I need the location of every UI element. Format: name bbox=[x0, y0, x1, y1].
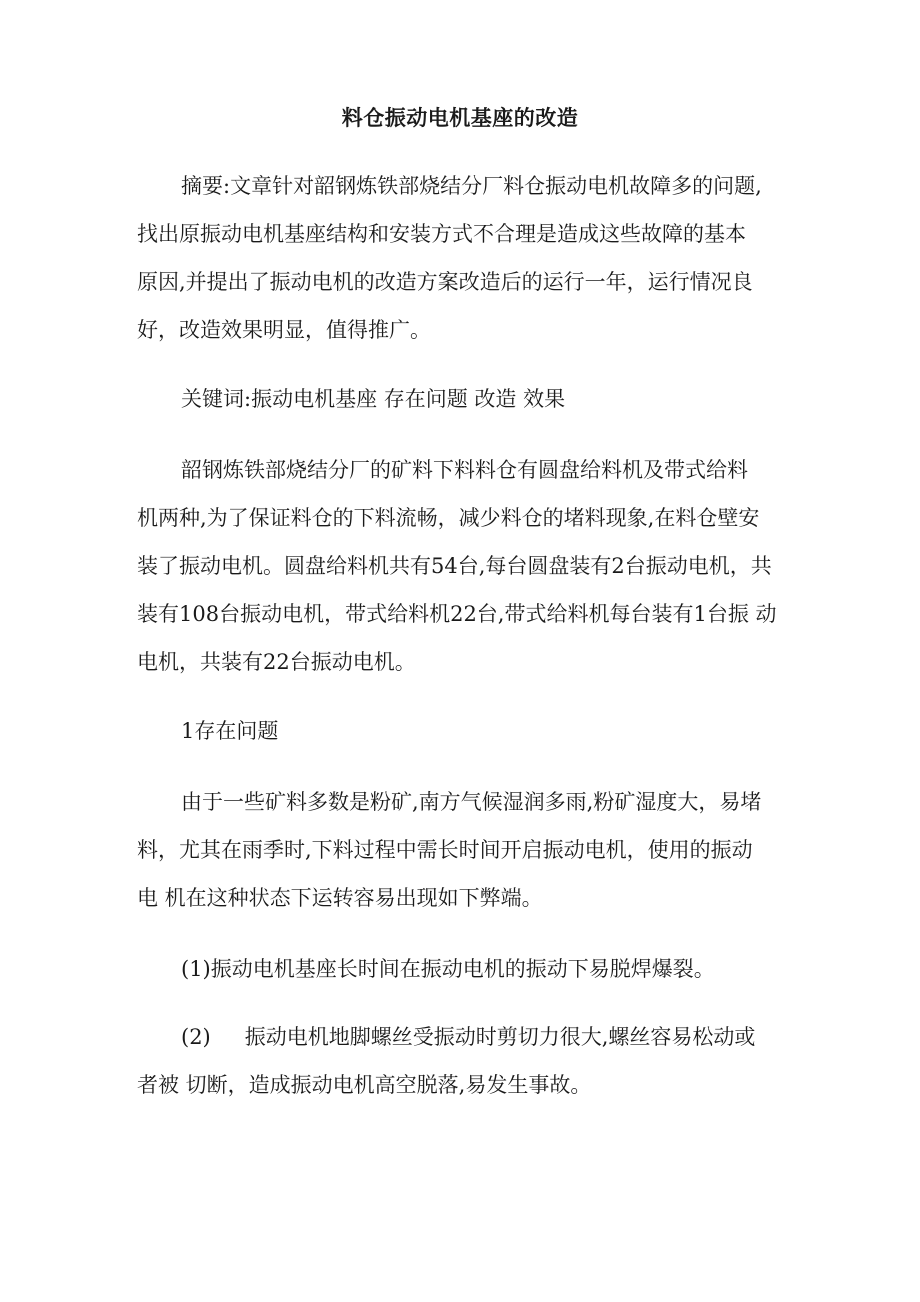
list-item-text: 振动电机地脚螺丝受振动时剪切力很大,螺丝容易松动或 bbox=[244, 1025, 756, 1049]
section1-heading bbox=[137, 707, 787, 755]
intro-line: 装有108台振动电机，带式给料机22台,带式给料机每台装有1台振 动 bbox=[137, 602, 777, 626]
keywords-paragraph bbox=[137, 375, 787, 423]
intro-line: 装了振动电机。圆盘给料机共有54台,每台圆盘装有2台振动电机，共 bbox=[137, 554, 772, 578]
list-item-text: (1)振动电机基座长时间在振动电机的振动下易脱焊爆裂。 bbox=[181, 957, 715, 981]
abstract-line: 好，改造效果明显，值得推广。 bbox=[137, 318, 431, 342]
section1-line: 由于一些矿料多数是粉矿,南方气候湿润多雨,粉矿湿度大，易堵 bbox=[181, 790, 762, 814]
keywords-line: 关键词:振动电机基座 存在问题 改造 效果 bbox=[181, 387, 566, 411]
section1-line: 料，尤其在雨季时,下料过程中需长时间开启振动电机，使用的振动 bbox=[137, 838, 753, 862]
section1-paragraph bbox=[137, 778, 787, 922]
document-title: 料仓振动电机基座的改造 bbox=[341, 105, 579, 130]
abstract-line: 原因,并提出了振动电机的改造方案改造后的运行一年，运行情况良 bbox=[137, 270, 753, 294]
intro-paragraph bbox=[137, 446, 787, 686]
abstract-line: 摘要:文章针对韶钢炼铁部烧结分厂料仓振动电机故障多的问题, bbox=[181, 174, 762, 198]
list-item-line bbox=[137, 1013, 787, 1061]
intro-line: 电机，共装有22台振动电机。 bbox=[137, 650, 416, 674]
list-item-number: (2) bbox=[181, 1025, 211, 1049]
abstract-paragraph bbox=[137, 162, 787, 354]
list-item-line: 者被 切断，造成振动电机高空脱落,易发生事故。 bbox=[137, 1073, 592, 1097]
list-item-1 bbox=[137, 945, 787, 993]
list-item-2 bbox=[137, 1013, 787, 1109]
intro-line: 韶钢炼铁部烧结分厂的矿料下料料仓有圆盘给料机及带式给料 bbox=[181, 458, 748, 482]
section1-line: 电 机在这种状态下运转容易出现如下弊端。 bbox=[137, 886, 543, 910]
abstract-line: 找出原振动电机基座结构和安装方式不合理是造成这些故障的基本 bbox=[137, 222, 746, 246]
section-heading: 1存在问题 bbox=[181, 719, 279, 743]
intro-line: 机两种,为了保证料仓的下料流畅，减少料仓的堵料现象,在料仓壁安 bbox=[137, 506, 760, 530]
